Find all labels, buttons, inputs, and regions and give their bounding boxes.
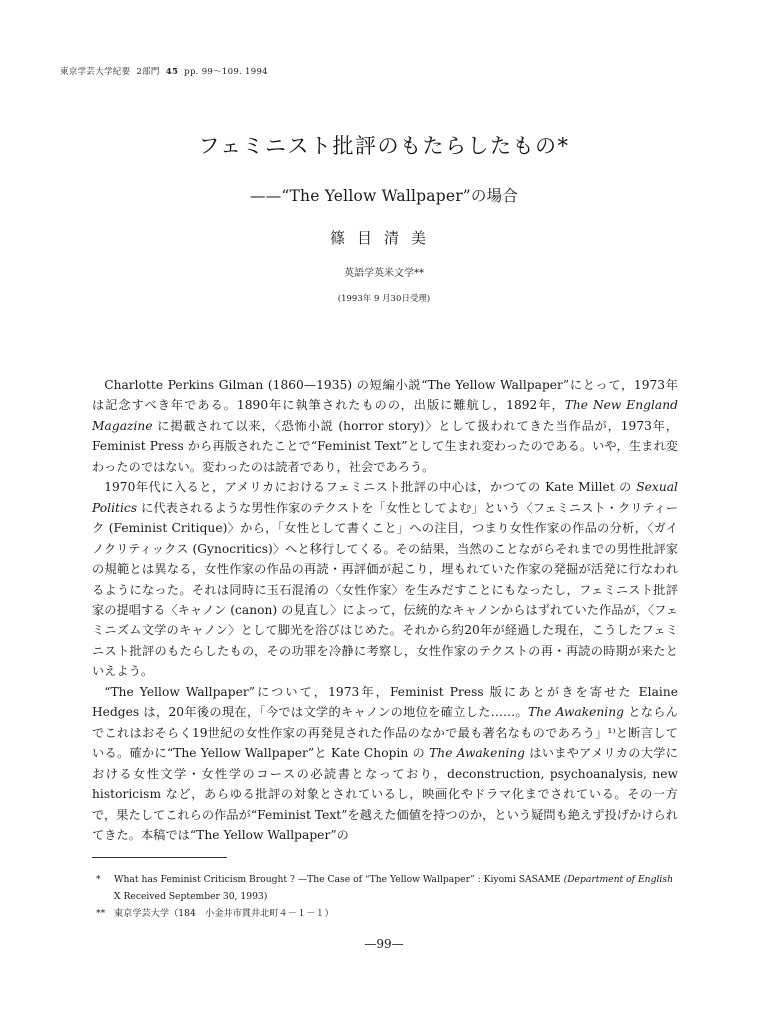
footnote-1 — [92, 871, 682, 905]
journal-volume: 45 — [165, 67, 179, 77]
article-subtitle: ——“The Yellow Wallpaper”の場合 — [249, 187, 519, 205]
author-name: 篠目清美 — [329, 229, 438, 247]
book-title-sexual-politics: Sexual Politics — [92, 480, 678, 515]
paragraph-2-text-a: 1970年代に入ると，アメリカにおけるフェミニスト批評の中心は，かつての Kate Millet の — [104, 480, 637, 495]
footnote-1-tail: X Received September 30, 1993) — [114, 891, 268, 902]
article-title: フェミニスト批評のもたらしたもの* — [198, 134, 570, 158]
book-title-awakening-1: The Awakening — [528, 705, 624, 720]
footnote-rule — [92, 857, 227, 858]
journal-section: 2部門 — [136, 67, 160, 77]
footnote-2-mark: ** — [96, 908, 106, 919]
paragraph-3 — [92, 682, 678, 846]
page-number: —99— — [364, 937, 404, 951]
paragraph-2-text-b: に代表されるような男性作家のテクストを「女性としてよむ」という〈フェミニスト・クリティーク (Feminist Critique)〉から，「女性として書くこと」への注目，つまり女性作家の作品の分析，〈ガイノクリティックス (Gynocritics)〉へと移行してくる。その結果，当然のことながらそれまでの男性批評家の規範とは異なる，女性作家の作品の再読・再評価が起こり，埋もれていた作家の発掘が活発に行なわれるようになった。それは同時に玉石混淆の〈女性作家〉を生みだすことにもなったし，フェミニスト批評家の提唱する〈キャノン (canon) の見直し〉によって，伝統的なキャノンからはずれていた作品が，〈フェミニズム文学のキャノン〉として脚光を浴びはじめた。それから約20年が経過した現在，こうしたフェミニスト批評のもたらしたもの，その功罪を冷静に考察し，女性作家のテクストの再・再読の時期が来たといえよう。 — [92, 500, 678, 679]
paragraph-3-text-b: とならんでこれはおそらく19世紀の女性作家の再発見された作品のなかで最も著名なものであろう」¹⁾と断言している。確かに“The Yellow Wallpaper”と Kate Chopin の — [92, 705, 679, 761]
paragraph-1-text-a: Charlotte Perkins Gilman (1860—1935) の短編小説“The Yellow Wallpaper”にとって，1973年は記念すべき年である。1890年に執筆されたものの，出版に難航し，1892年， — [92, 378, 678, 413]
journal-pages: pp. 99〜109. 1994 — [184, 67, 268, 77]
paragraph-3-text-a: “The Yellow Wallpaper”について，1973年，Feminist Press 版にあとがきを寄せた Elaine Hedges は，20年後の現在，「今では文学的キャノンの地位を確立した……。 — [92, 684, 678, 720]
magazine-title: The New England Magazine — [92, 398, 678, 433]
footnote-1-department: (Department of English — [563, 874, 673, 885]
footnote-2 — [92, 905, 682, 922]
running-head — [60, 65, 268, 77]
paragraph-1-text-b: に掲載されて以来，〈恐怖小説 (horror story)〉として扱われてきた当作品が，1973年，Feminist Press から再版されたことで“Feminist Text”として生まれ変わったのである。いや，生まれ変わったのではない。変わったのは読者であり，社会であろう。 — [92, 418, 678, 474]
author-department: 英語学英米文学** — [344, 268, 424, 279]
footnotes — [92, 871, 682, 922]
journal-name: 東京学芸大学紀要 — [60, 67, 131, 77]
paragraph-3-text-c: はいまやアメリカの大学における女性文学・女性学のコースの必読書となっており，deconstruction, psychoanalysis, new historicism など，あらゆる批評の対象とされているし，映画化やドラマ化までされている。その一方で，果たしてこれらの作品が“Feminist Text”を越えた価値を持つのか，という疑問も絶えず投げかけられてきた。本稿では“The Yellow Wallpaper”の — [92, 746, 678, 842]
body-text — [92, 375, 678, 845]
footnote-1-mark: * — [96, 874, 101, 885]
paragraph-2 — [92, 477, 678, 682]
footnote-2-text: 東京学芸大学（184 小金井市貫井北町４－１－１） — [114, 908, 334, 919]
received-date: (1993年 9 月30日受理) — [337, 294, 431, 304]
paragraph-1 — [92, 375, 678, 477]
footnote-1-text: What has Feminist Criticism Brought ? —The Case of “The Yellow Wallpaper” : Kiyomi SASAME — [114, 874, 564, 885]
book-title-awakening-2: The Awakening — [429, 746, 526, 761]
